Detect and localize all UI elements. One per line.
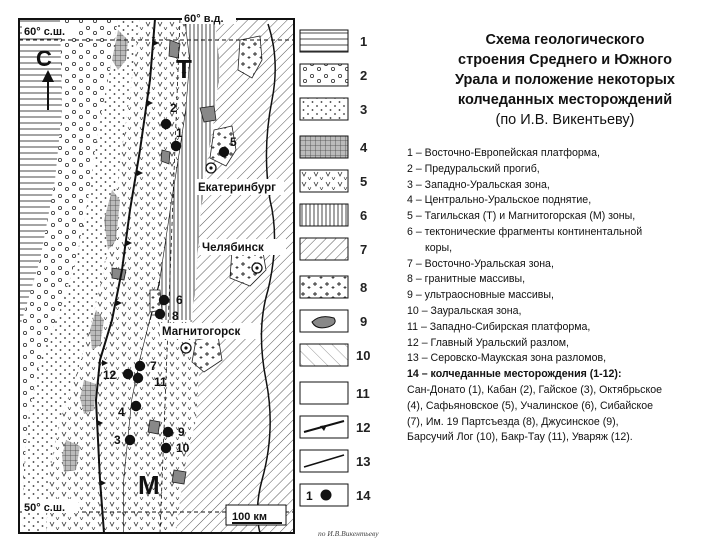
deposit-dot: [219, 147, 229, 157]
city-chelyabinsk: Челябинск: [202, 242, 264, 254]
legend-swatch-4: [300, 136, 348, 158]
desc-line: (4), Сафьяновское (5), Учалинское (6), Сибайское: [407, 399, 654, 412]
deposit-label: 12: [103, 368, 117, 382]
title-author: (по И.В. Викентьеву): [495, 112, 635, 128]
desc-line: 10 – Зауральская зона,: [407, 304, 522, 317]
legend-number: 8: [360, 280, 368, 295]
desc-line: (7), Им. 19 Партсъезда (8), Джусинское (9),: [407, 415, 619, 428]
deposit-dot: [131, 401, 141, 411]
legend-swatch-5: [300, 170, 348, 192]
title-line: Схема геологического: [485, 32, 645, 48]
legend-swatch-11: [300, 382, 348, 404]
legend-sample-number: 1: [306, 489, 313, 503]
deposit-dot: [133, 373, 143, 383]
legend-number: 10: [356, 348, 371, 363]
lon60-label: 60° в.д.: [184, 13, 224, 25]
desc-line: 3 – Западно-Уральская зона,: [407, 178, 550, 191]
title-line: колчеданных месторождений: [457, 92, 673, 108]
deposit-label: 1: [176, 126, 183, 140]
deposit-dot: [125, 435, 135, 445]
legend-number: 12: [356, 420, 371, 435]
deposit-dot: [135, 361, 145, 371]
deposit-label: 4: [118, 405, 125, 419]
desc-line: 13 – Серовско-Маукская зона разломов,: [407, 352, 607, 365]
desc-line: 9 – ультраосновные массивы,: [407, 289, 554, 302]
tagil-zone-label: Т: [176, 54, 192, 84]
desc-line: 6 – тектонические фрагменты континентальной: [407, 225, 643, 238]
legend-description: [407, 146, 712, 446]
title-line: строения Среднего и Южного: [458, 52, 672, 68]
legend-number: 9: [360, 314, 368, 329]
legend-number: 4: [360, 140, 368, 155]
lat50-label: 50° с.ш.: [24, 502, 66, 514]
desc-line: 12 – Главный Уральский разлом,: [407, 336, 569, 349]
deposit-label: 5: [230, 135, 237, 149]
lat60-label: 60° с.ш.: [24, 26, 66, 38]
deposit-label: 6: [176, 293, 183, 307]
legend-swatch-7: [300, 238, 348, 260]
legend-number: 14: [356, 488, 371, 503]
deposit-dot: [161, 119, 171, 129]
desc-line: 4 – Центрально-Уральское поднятие,: [407, 194, 592, 207]
legend-number: 11: [356, 386, 370, 401]
city-magnitogorsk: Магнитогорск: [162, 326, 241, 338]
desc-line: 5 – Тагильская (Т) и Магнитогорская (М) зоны,: [407, 210, 636, 223]
deposit-dot: [171, 141, 181, 151]
desc-line: Барсучий Лог (10), Бакр-Тау (11), Уваряж (12).: [407, 431, 633, 444]
legend-swatch-3: [300, 98, 348, 120]
scale-label: 100 км: [232, 511, 268, 523]
desc-line: 14 – колчеданные месторождения (1-12):: [407, 368, 622, 381]
legend-swatch-6: [300, 204, 348, 226]
legend-swatch-10: [300, 344, 348, 366]
legend-swatch-2: [300, 64, 348, 86]
legend-number: 7: [360, 242, 368, 257]
magnitogorsk-zone-label: М: [138, 470, 160, 500]
legend-number: 3: [360, 102, 368, 117]
desc-line: 7 – Восточно-Уральская зона,: [407, 257, 554, 270]
legend-swatch-1: [300, 30, 348, 52]
deposit-dot: [155, 309, 165, 319]
legend: [300, 30, 371, 506]
map-credit: по И.В.Викентьеву: [318, 529, 379, 538]
deposit-label: 11: [154, 375, 167, 389]
legend-number: 6: [360, 208, 368, 223]
city-ekaterinburg: Екатеринбург: [198, 182, 276, 194]
legend-number: 13: [356, 454, 371, 469]
deposit-label: 9: [178, 425, 185, 439]
deposit-dot: [159, 295, 169, 305]
deposit-label: 8: [172, 309, 179, 323]
legend-swatch-8: [300, 276, 348, 298]
desc-line: 2 – Предуральский прогиб,: [407, 162, 540, 175]
map-units: [19, 19, 294, 533]
deposit-label: 2: [170, 101, 177, 115]
deposit-label: 7: [150, 359, 157, 373]
desc-line: 1 – Восточно-Европейская платформа,: [407, 147, 600, 159]
desc-line: 11 – Западно-Сибирская платформа,: [407, 320, 591, 333]
deposit-dot: [161, 443, 171, 453]
deposit-label: 10: [176, 441, 190, 455]
title-line: Урала и положение некоторых: [455, 72, 675, 88]
figure-title: [420, 30, 710, 130]
desc-line: Сан-Донато (1), Кабан (2), Гайское (3), Октябрьское: [407, 383, 662, 396]
desc-line: 8 – гранитные массивы,: [407, 273, 526, 286]
deposit-label: 3: [114, 433, 121, 447]
desc-line: коры,: [425, 241, 453, 254]
legend-number: 2: [360, 68, 368, 83]
legend-number: 1: [360, 34, 368, 49]
deposit-dot: [163, 427, 173, 437]
north-label: С: [36, 46, 52, 71]
legend-number: 5: [360, 174, 368, 189]
deposit-dot: [123, 369, 133, 379]
